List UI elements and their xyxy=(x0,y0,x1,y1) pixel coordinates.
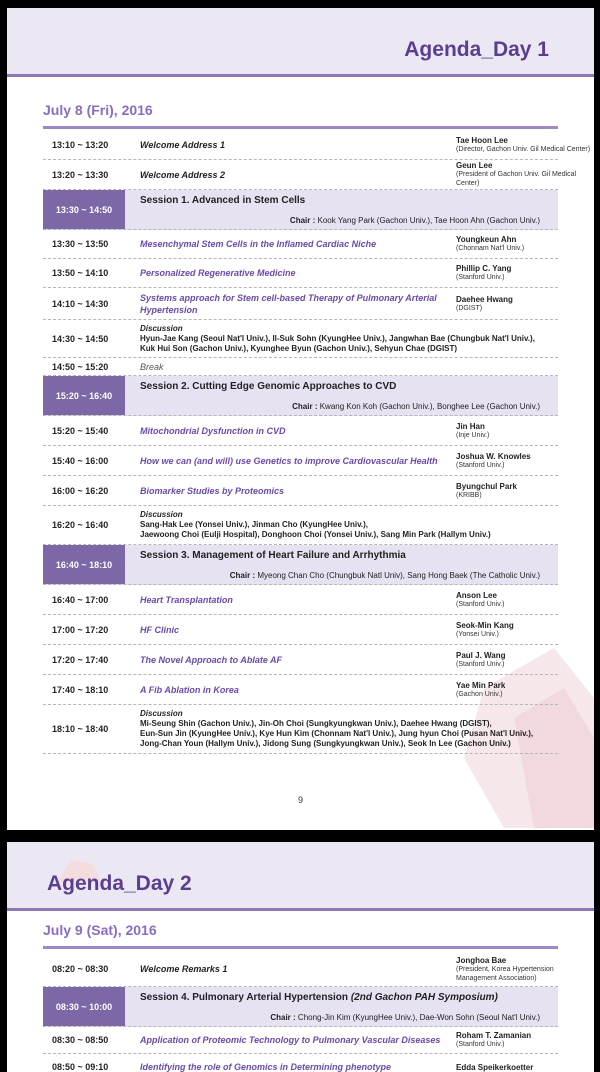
speaker-name: Edda Speikerkoetter xyxy=(456,1062,534,1072)
row-speaker xyxy=(456,160,591,189)
row-speaker xyxy=(456,585,591,614)
speaker-name: Youngkeun Ahn xyxy=(456,235,517,244)
row-time: 16:40 ~ 17:00 xyxy=(52,594,109,605)
table-row xyxy=(43,615,558,645)
speaker-affil: (Stanford Univ.) xyxy=(456,274,505,281)
speaker-name: Seok-Min Kang xyxy=(456,620,514,630)
table-row xyxy=(43,160,577,190)
page-number: 9 xyxy=(297,795,303,805)
speaker-affil: (Stanford Univ.) xyxy=(456,461,505,469)
speaker-affil: (KRIBB) xyxy=(456,491,482,499)
page-title: Agenda_Day 2 xyxy=(47,872,192,895)
row-speaker xyxy=(456,615,591,644)
row-speaker xyxy=(456,230,591,258)
row-time: 17:40 ~ 18:10 xyxy=(52,684,109,695)
speaker-affil: (Inje Univ.) xyxy=(456,431,490,439)
divider xyxy=(43,126,558,129)
row-time: 13:10 ~ 13:20 xyxy=(52,139,109,150)
row-speaker xyxy=(456,130,591,159)
discussion-row xyxy=(43,705,558,754)
discussion-label: Discussion xyxy=(140,709,183,718)
session-time: 15:20 ~ 16:40 xyxy=(43,376,125,415)
row-time: 13:50 ~ 14:10 xyxy=(52,268,109,278)
speaker-affil: (Gachon Univ.) xyxy=(456,690,503,698)
row-time: 08:30 ~ 08:50 xyxy=(52,1035,109,1045)
speaker-affil: (President, Korea Hypertension Management Association) xyxy=(456,965,554,982)
discussion-line: Eun-Sun Jin (KyungHee Univ.), Kye Hun Kim (Chonnam Nat'l Univ.), Jung hyun Choi (Pusan Nat'l Univ.), xyxy=(140,729,534,738)
row-time: 18:10 ~ 18:40 xyxy=(52,724,109,734)
row-time: 08:20 ~ 08:30 xyxy=(52,964,109,974)
discussion-line: Mi-Seung Shin (Gachon Univ.), Jin-Oh Choi (Sungkyungkwan Univ.), Daehee Hwang (DGIST), xyxy=(140,719,492,728)
row-title: Break xyxy=(140,361,164,372)
chair-names: Chong-Jin Kim (KyungHee Univ.), Dae-Won Sohn (Seoul Nat'l Univ.) xyxy=(297,1013,540,1022)
row-time: 17:20 ~ 17:40 xyxy=(52,654,109,665)
row-speaker xyxy=(456,675,591,704)
row-title: The Novel Approach to Ablate AF xyxy=(140,654,283,665)
discussion-line: Kuk Hui Son (Gachon Univ.), Kyunghee Byun (Gachon Univ.), Sehyun Chae (DGIST) xyxy=(140,344,458,353)
agenda-date: July 8 (Fri), 2016 xyxy=(43,102,153,118)
discussion-line: Jong-Chan Youn (Hallym Univ.), Jidong Sung (Sungkyungkwan Univ.), Seok In Lee (Gachon Univ.) xyxy=(140,739,511,748)
discussion-panel xyxy=(140,510,570,540)
session-chair xyxy=(230,571,540,580)
row-title: Heart Transplantation xyxy=(140,594,233,605)
session-title-text: Session 4. Pulmonary Arterial Hypertension xyxy=(140,992,349,1003)
row-time: 15:40 ~ 16:00 xyxy=(52,455,109,466)
row-speaker xyxy=(456,645,591,674)
row-title: Welcome Remarks 1 xyxy=(140,964,228,974)
speaker-name: Geun Lee xyxy=(456,161,493,170)
row-title: Personalized Regenerative Medicine xyxy=(140,268,296,278)
row-speaker xyxy=(456,1054,591,1072)
row-title: Systems approach for Stem cell-based Therapy of Pulmonary Arterial Hypertension xyxy=(140,292,437,315)
agenda-table-day1 xyxy=(43,130,591,754)
table-row xyxy=(43,645,558,675)
table-row xyxy=(43,952,558,987)
table-row xyxy=(43,230,558,259)
session-row xyxy=(43,376,558,416)
speaker-affil: (Director, Gachon Univ. Gil Medical Center) xyxy=(456,145,591,153)
session-time: 08:30 ~ 10:00 xyxy=(43,987,125,1026)
discussion-panel xyxy=(140,709,570,749)
row-time: 14:30 ~ 14:50 xyxy=(52,333,109,344)
speaker-name: Daehee Hwang xyxy=(456,294,513,304)
session-title-note: (2nd Gachon PAH Symposium) xyxy=(350,992,498,1003)
row-speaker xyxy=(456,952,591,986)
session-chair xyxy=(292,402,540,411)
row-time: 14:50 ~ 15:20 xyxy=(52,361,109,372)
row-title: Mitochondrial Dysfunction in CVD xyxy=(140,425,286,436)
row-title: Welcome Address 1 xyxy=(140,139,226,150)
row-time: 16:00 ~ 16:20 xyxy=(52,485,109,496)
table-row xyxy=(43,130,591,160)
speaker-name: Anson Lee xyxy=(456,590,497,600)
session-row xyxy=(43,545,558,585)
speaker-affil: (Chonnam Nat'l Univ.) xyxy=(456,245,525,252)
row-time: 17:00 ~ 17:20 xyxy=(52,624,109,635)
table-row xyxy=(43,476,558,506)
speaker-affil: (DGIST) xyxy=(456,304,483,312)
table-row xyxy=(43,1027,558,1054)
session-row xyxy=(43,190,558,230)
table-row xyxy=(43,1054,558,1072)
row-speaker xyxy=(456,476,591,505)
discussion-line: Hyun-Jae Kang (Seoul Nat'l Univ.), Il-Suk Sohn (KyungHee Univ.), Jangwhan Bae (Chungbuk Nat'l Univ.), xyxy=(140,334,535,343)
table-row xyxy=(43,675,558,705)
speaker-affil: (Stanford Univ.) xyxy=(456,1041,505,1048)
speaker-name: Yae Min Park xyxy=(456,680,506,690)
speaker-name: Byungchul Park xyxy=(456,481,517,491)
row-speaker xyxy=(456,416,591,445)
discussion-line: Sang-Hak Lee (Yonsei Univ.), Jinman Cho (KyungHee Univ.), xyxy=(140,520,369,529)
row-time: 08:50 ~ 09:10 xyxy=(52,1062,109,1072)
row-title: How we can (and will) use Genetics to improve Cardiovascular Health xyxy=(140,455,438,466)
chair-label: Chair : xyxy=(292,402,318,411)
row-title: HF Clinic xyxy=(140,624,180,635)
table-row xyxy=(43,288,558,320)
page-title: Agenda_Day 1 xyxy=(404,38,549,61)
session-title: Session 2. Cutting Edge Genomic Approaches to CVD xyxy=(140,381,397,392)
speaker-name: Joshua W. Knowles xyxy=(456,451,531,461)
row-speaker xyxy=(456,1027,591,1053)
row-speaker xyxy=(456,446,591,475)
speaker-name: Paul J. Wang xyxy=(456,650,506,660)
row-title: Identifying the role of Genomics in Determining phenotype xyxy=(140,1062,392,1072)
row-title: Biomarker Studies by Proteomics xyxy=(140,485,285,496)
speaker-name: Jonghoa Bae xyxy=(456,955,507,965)
agenda-table-day2 xyxy=(43,952,558,1072)
row-time: 16:20 ~ 16:40 xyxy=(52,520,109,530)
table-row xyxy=(43,358,558,376)
session-time: 13:30 ~ 14:50 xyxy=(43,190,125,229)
session-title: Session 1. Advanced in Stem Cells xyxy=(140,195,306,206)
speaker-name: Jin Han xyxy=(456,421,485,431)
session-title: Session 3. Management of Heart Failure and Arrhythmia xyxy=(140,550,406,561)
speaker-name: Roham T. Zamanian xyxy=(456,1031,532,1040)
row-title: Application of Proteomic Technology to Pulmonary Vascular Diseases xyxy=(140,1035,441,1045)
speaker-name: Tae Hoon Lee xyxy=(456,135,508,145)
row-title: Mesenchymal Stem Cells in the Inflamed Cardiac Niche xyxy=(140,239,377,249)
divider xyxy=(43,946,558,949)
discussion-row xyxy=(43,320,558,358)
row-time: 14:10 ~ 14:30 xyxy=(52,298,109,309)
agenda-date: July 9 (Sat), 2016 xyxy=(43,922,157,938)
row-time: 15:20 ~ 15:40 xyxy=(52,425,109,436)
chair-label: Chair : xyxy=(229,571,256,580)
discussion-panel xyxy=(140,324,570,354)
discussion-label: Discussion xyxy=(140,324,183,333)
row-time: 13:30 ~ 13:50 xyxy=(52,239,109,249)
table-row xyxy=(43,446,558,476)
chair-names: Kook Yang Park (Gachon Univ.), Tae Hoon Ahn (Gachon Univ.) xyxy=(317,216,540,225)
row-title: Welcome Address 2 xyxy=(140,169,226,180)
chair-label: Chair : xyxy=(270,1013,296,1022)
speaker-affil: (Stanford Univ.) xyxy=(456,600,505,608)
table-row xyxy=(43,416,558,446)
speaker-affil: (Yonsei Univ.) xyxy=(456,630,499,638)
discussion-line: Jaewoong Choi (Eulji Hospital), Donghoon Choi (Yonsei Univ.), Sang Min Park (Hallym Univ.) xyxy=(140,530,491,539)
table-row xyxy=(43,259,558,288)
row-title: A Fib Ablation in Korea xyxy=(140,684,239,695)
row-speaker xyxy=(456,288,591,319)
discussion-row xyxy=(43,506,558,545)
agenda-page-day1 xyxy=(7,8,594,830)
row-time: 13:20 ~ 13:30 xyxy=(52,169,109,180)
chair-names: Myeong Chan Cho (Chungbuk Natl Univ), Sang Hong Baek (The Catholic Univ.) xyxy=(257,571,540,580)
session-title xyxy=(140,992,498,1003)
chair-label: Chair : xyxy=(289,216,316,225)
row-speaker xyxy=(456,259,591,287)
speaker-affil: (Stanford Univ.) xyxy=(456,660,505,668)
chair-names: Kwang Kon Koh (Gachon Univ.), Bonghee Lee (Gachon Univ.) xyxy=(319,402,540,411)
session-row xyxy=(43,987,558,1027)
table-row xyxy=(43,585,558,615)
speaker-affil: (President of Gachon Univ. Gil Medical Center) xyxy=(456,171,577,187)
session-chair xyxy=(270,1013,540,1022)
discussion-label: Discussion xyxy=(140,510,183,519)
session-chair xyxy=(290,216,540,225)
speaker-name: Phillip C. Yang xyxy=(456,264,512,273)
agenda-page-day2 xyxy=(7,842,594,1072)
session-time: 16:40 ~ 18:10 xyxy=(43,545,125,584)
